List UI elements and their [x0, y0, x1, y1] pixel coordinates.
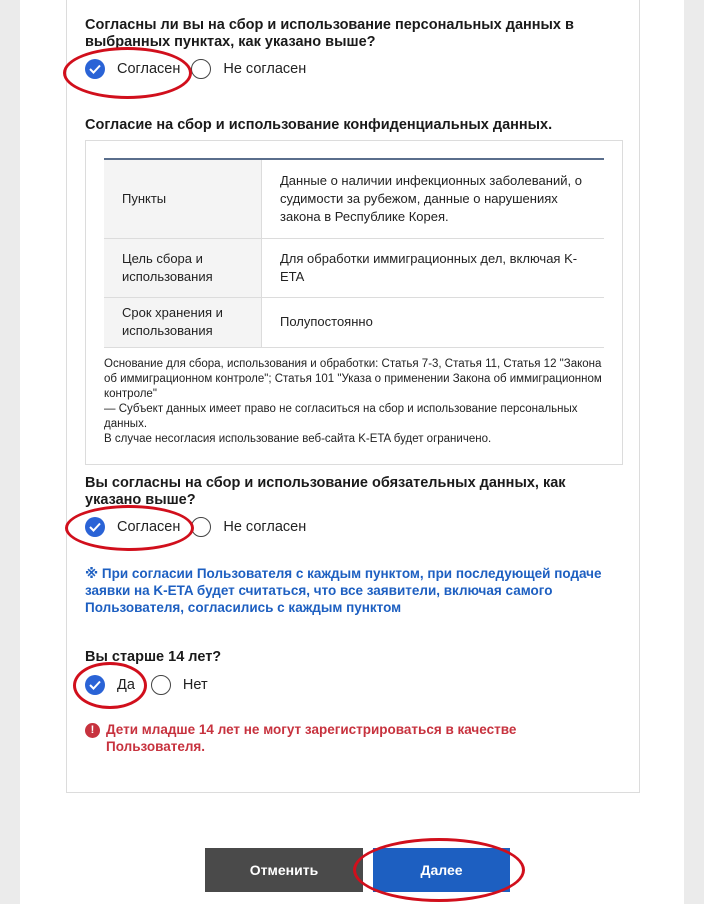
radio-age-yes[interactable] — [85, 675, 105, 695]
radio-group-personal-data — [85, 58, 317, 80]
question-personal-data: Согласны ли вы на сбор и использование персональных данных в выбранных пунктах, как указано выше? — [85, 17, 574, 50]
legal-basis-note: Основание для сбора, использования и обработки: Статья 7-3, Статья 11, Статья 12 "Закона об иммиграционном контроле"; Статья 101 "Указа о применении Закона об иммиграционном контроле" — Субъект данных имеет право не согласиться на сбор и использование персональных данных. В случае несогласия использование веб-сайта K-ETA будет ограничено. — [104, 358, 602, 445]
table-row-value: Данные о наличии инфекционных заболеваний, о судимости за рубежом, данные о нарушениях закона в Республике Корея. — [280, 172, 582, 224]
table-row — [104, 297, 604, 347]
table-row-value: Полупостоянно — [280, 314, 373, 329]
radio-age-no[interactable] — [151, 675, 171, 695]
radio-disagree-personal-data[interactable] — [191, 59, 211, 79]
radio-agree-personal-data[interactable] — [85, 59, 105, 79]
cancel-button[interactable]: Отменить — [205, 848, 363, 892]
question-required-data: Вы согласны на сбор и использование обязательных данных, как указано выше? — [85, 475, 566, 508]
radio-group-age — [85, 674, 219, 696]
age-warning-text: Дети младше 14 лет не могут зарегистрироваться в качестве Пользователя. — [106, 722, 517, 754]
consent-section-title: Согласие на сбор и использование конфиденциальных данных. — [85, 117, 553, 133]
group-consent-note: ※ При согласии Пользователя с каждым пунктом, при последующей подаче заявки на K-ETA будет считаться, что все заявители, включая самого Пользователя, согласились с каждым пунктом — [85, 566, 602, 615]
radio-disagree-required-data[interactable] — [191, 517, 211, 537]
table-row — [104, 238, 604, 297]
radio-agree-required-data[interactable] — [85, 517, 105, 537]
radio-agree-label: Согласен — [117, 519, 181, 535]
radio-disagree-label: Не согласен — [223, 519, 307, 535]
radio-group-required-data — [85, 516, 317, 538]
alert-icon: ! — [85, 723, 100, 738]
table-row — [104, 159, 604, 238]
radio-age-no-label: Нет — [182, 677, 208, 693]
next-button[interactable]: Далее — [373, 848, 510, 892]
question-age: Вы старше 14 лет? — [85, 649, 222, 665]
age-warning — [85, 721, 555, 755]
table-row-label: Пункты — [104, 159, 262, 238]
check-icon — [89, 64, 101, 74]
table-row-label: Срок хранения и использования — [104, 297, 262, 347]
radio-disagree-label: Не согласен — [223, 61, 307, 77]
radio-age-yes-label: Да — [117, 677, 135, 693]
table-row-value: Для обработки иммиграционных дел, включая K-ETA — [280, 250, 578, 284]
radio-agree-label: Согласен — [117, 61, 181, 77]
check-icon — [89, 522, 101, 532]
check-icon — [89, 680, 101, 690]
table-row-label: Цель сбора и использования — [104, 238, 262, 297]
consent-info-table — [104, 158, 604, 348]
